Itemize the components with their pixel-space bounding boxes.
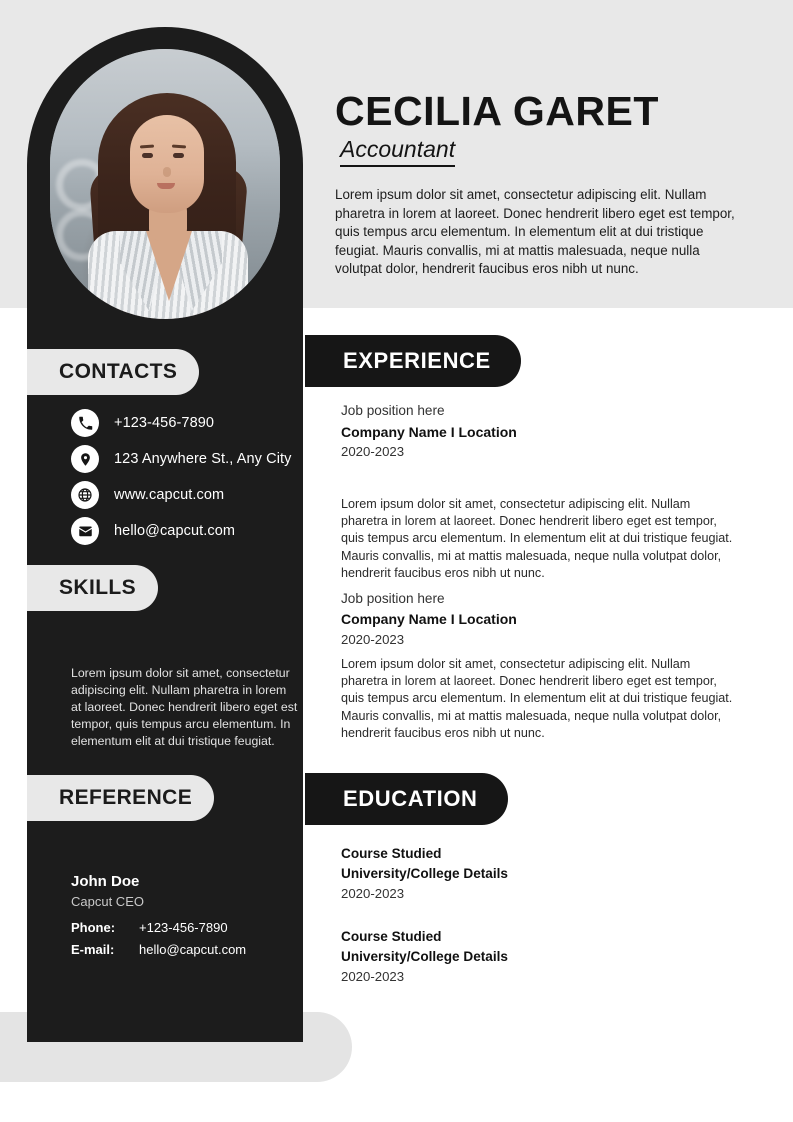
- location-pin-icon: [71, 445, 99, 473]
- reference-email-label: E-mail:: [71, 942, 115, 957]
- reference-phone-row: [71, 920, 228, 935]
- experience-2-dates: 2020-2023: [341, 632, 405, 647]
- education-2-course: Course Studied: [341, 929, 442, 944]
- phone-icon: [71, 409, 99, 437]
- contact-email-text: hello@capcut.com: [114, 523, 236, 539]
- experience-heading: EXPERIENCE: [305, 335, 521, 387]
- envelope-icon: [71, 517, 99, 545]
- profile-photo: [50, 49, 280, 319]
- experience-1-dates: 2020-2023: [341, 444, 405, 459]
- contact-website-text: www.capcut.com: [114, 487, 225, 503]
- reference-email-row: [71, 942, 246, 957]
- contact-item-address[interactable]: [71, 445, 292, 473]
- contact-phone-text: +123-456-7890: [114, 415, 215, 431]
- contact-address-text: 123 Anywhere St., Any City: [114, 451, 292, 467]
- experience-1-company: Company Name I Location: [341, 424, 517, 440]
- experience-2-position: Job position here: [341, 591, 445, 606]
- experience-1-position: Job position here: [341, 403, 445, 418]
- reference-name: John Doe: [71, 873, 140, 890]
- experience-2-company: Company Name I Location: [341, 611, 517, 627]
- sidebar: [27, 27, 303, 1042]
- reference-phone-value: +123-456-7890: [139, 920, 228, 935]
- contact-item-website[interactable]: [71, 481, 224, 509]
- page-title: CECILIA GARET: [335, 88, 659, 134]
- education-1-school: University/College Details: [341, 866, 508, 881]
- reference-role: Capcut CEO: [71, 894, 144, 909]
- education-1-course: Course Studied: [341, 846, 442, 861]
- contact-item-email[interactable]: [71, 517, 235, 545]
- profile-summary: Lorem ipsum dolor sit amet, consectetur adipiscing elit. Nullam pharetra in lorem at laoreet. Donec hendrerit libero eget est tempor, quis tempus arcu elementum. In elementum elit at dui tristique feugiat. Mauris convallis, mi at mattis malesuada, neque nulla volutpat dolor, hendrerit faucibus eros nibh ut nunc.: [335, 187, 735, 277]
- portrait-nose: [163, 167, 171, 177]
- education-2-school: University/College Details: [341, 949, 508, 964]
- education-heading: EDUCATION: [305, 773, 508, 825]
- reference-phone-label: Phone:: [71, 920, 116, 935]
- skills-heading: SKILLS: [27, 565, 158, 611]
- experience-2-description: Lorem ipsum dolor sit amet, consectetur adipiscing elit. Nullam pharetra in lorem at laoreet. Donec hendrerit libero eget est tempor, quis tempus arcu elementum. In elementum elit at dui tristique feugiat. Mauris convallis, mi at mattis malesuada, neque nulla volutpat dolor, hendrerit faucibus eros nibh ut nunc.: [341, 657, 733, 740]
- photo-background: [50, 49, 280, 319]
- contact-item-phone[interactable]: [71, 409, 214, 437]
- skills-body-text: Lorem ipsum dolor sit amet, consectetur adipiscing elit. Nullam pharetra in lorem at laoreet. Donec hendrerit libero eget est tempor, quis tempus arcu elementum. In elementum elit at dui tristique feugiat.: [71, 666, 298, 748]
- reference-heading: REFERENCE: [27, 775, 214, 821]
- job-title-subtitle: Accountant: [340, 136, 455, 167]
- reference-email-value: hello@capcut.com: [139, 942, 247, 957]
- education-1-dates: 2020-2023: [341, 886, 405, 901]
- portrait-eye-right: [173, 153, 184, 158]
- education-2-dates: 2020-2023: [341, 969, 405, 984]
- portrait-eye-left: [142, 153, 153, 158]
- experience-1-description: Lorem ipsum dolor sit amet, consectetur adipiscing elit. Nullam pharetra in lorem at laoreet. Donec hendrerit libero eget est tempor, quis tempus arcu elementum. In elementum elit at dui tristique feugiat. Mauris convallis, mi at mattis malesuada, neque nulla volutpat dolor, hendrerit faucibus eros nibh ut nunc.: [341, 497, 733, 580]
- contacts-heading: CONTACTS: [27, 349, 199, 395]
- portrait-face: [130, 115, 204, 213]
- globe-icon: [71, 481, 99, 509]
